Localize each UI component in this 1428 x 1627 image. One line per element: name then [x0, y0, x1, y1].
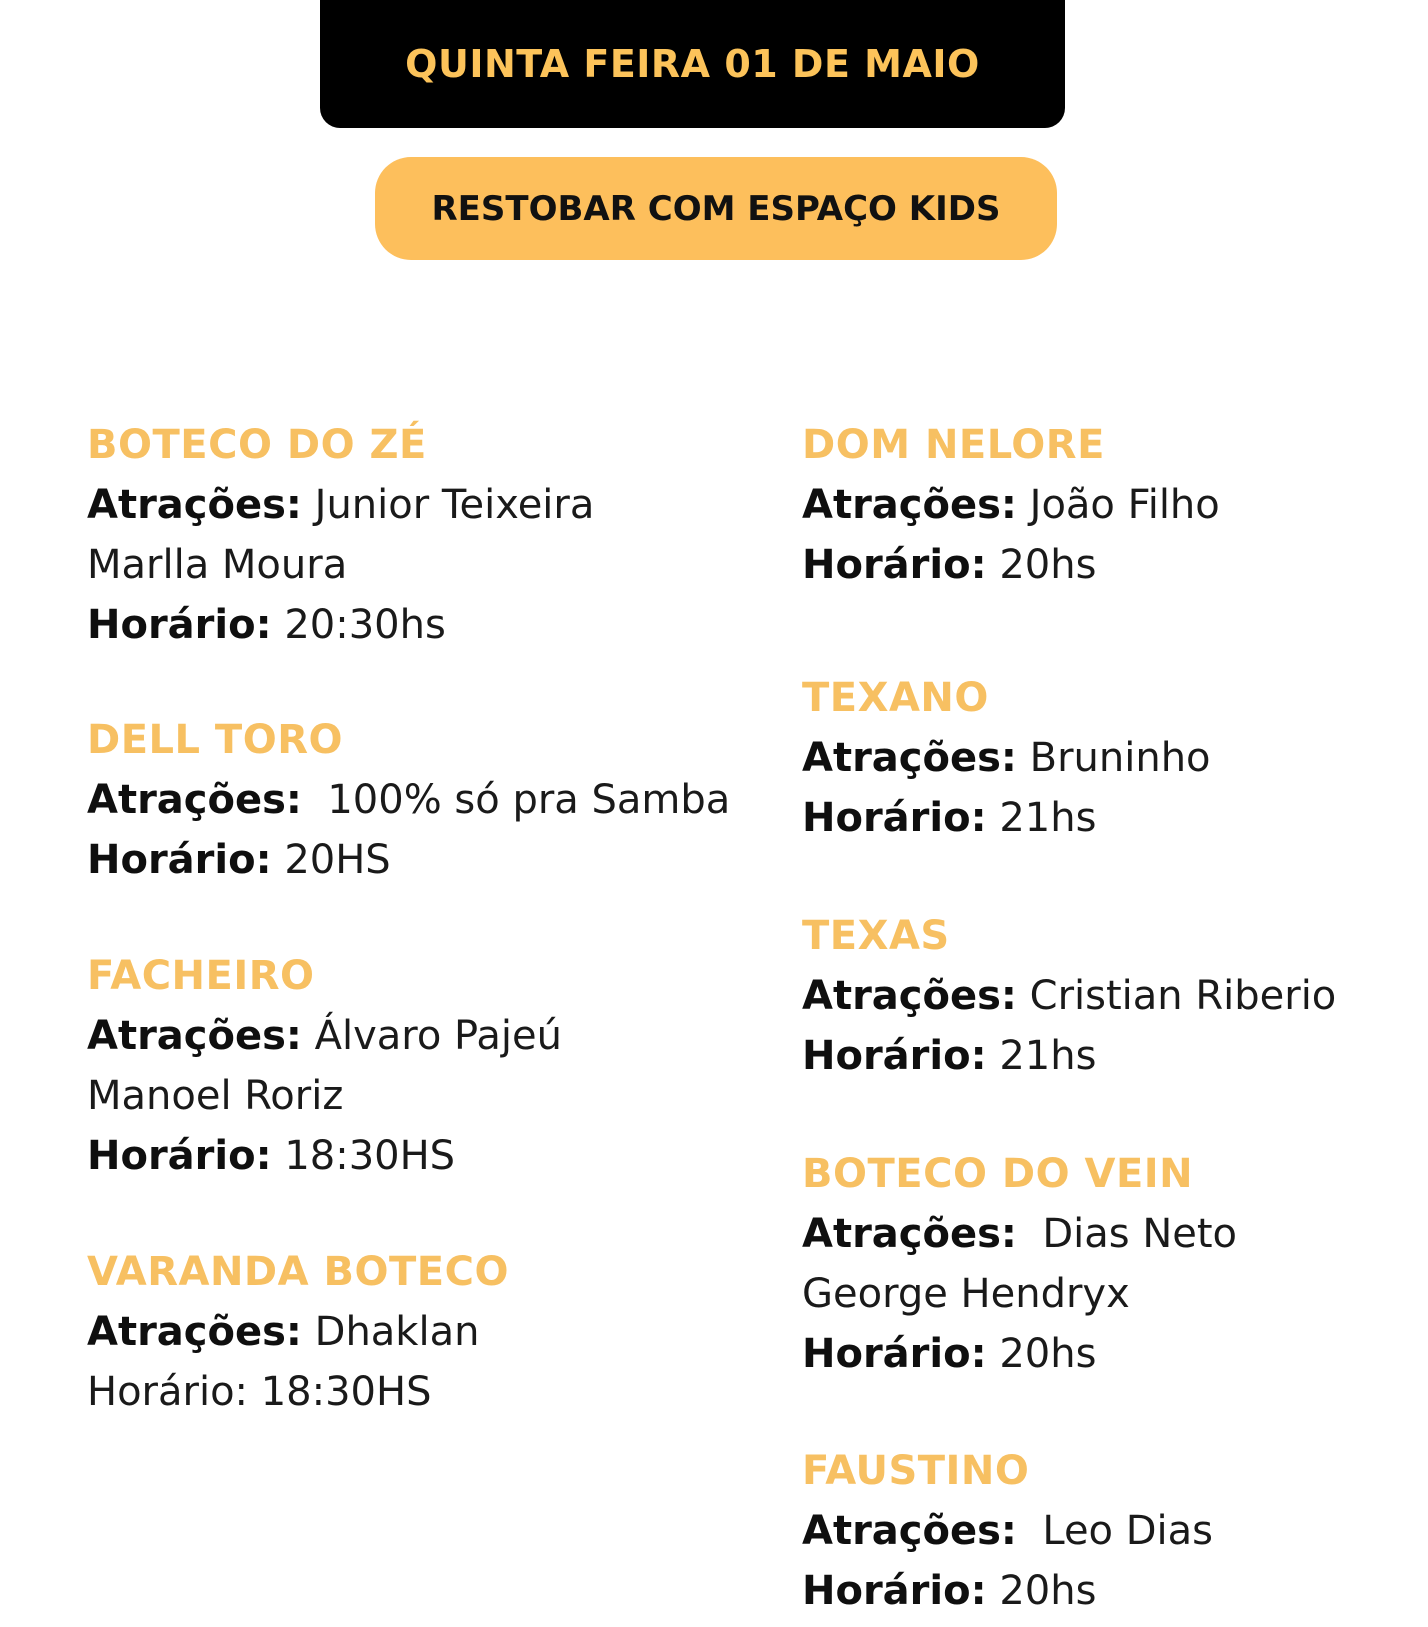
- time-value: 20hs: [999, 542, 1097, 588]
- attractions-label: Atrações:: [802, 735, 1017, 781]
- venue-name: FACHEIRO: [87, 953, 315, 999]
- attractions-label: Atrações:: [802, 1508, 1017, 1554]
- time-value: 20hs: [999, 1331, 1097, 1377]
- attractions-label: Atrações:: [87, 777, 302, 823]
- time-value: 20:30hs: [284, 602, 446, 648]
- attraction: Cristian Riberio: [1029, 973, 1337, 1019]
- attractions-label: Atrações:: [802, 973, 1017, 1019]
- attractions-line: [87, 770, 730, 830]
- venue-dom-nelore: [802, 415, 1220, 595]
- attraction: Álvaro Pajeú: [314, 1013, 562, 1059]
- venue-name: BOTECO DO VEIN: [802, 1151, 1194, 1197]
- attractions-line: [87, 1006, 562, 1066]
- time-value: 18:30HS: [260, 1369, 432, 1415]
- date-banner: [320, 0, 1065, 128]
- venue-name: DOM NELORE: [802, 422, 1105, 468]
- venue-varanda-boteco: [87, 1242, 509, 1422]
- attractions-line: [802, 966, 1336, 1026]
- time-label: Horário:: [87, 602, 272, 648]
- time-label: Horário:: [87, 1133, 272, 1179]
- venue-dell-toro: [87, 710, 730, 890]
- venue-name: FAUSTINO: [802, 1448, 1030, 1494]
- time-label: Horário:: [87, 837, 272, 883]
- time-line: [802, 1026, 1336, 1086]
- time-label: Horário:: [802, 1568, 987, 1614]
- time-line: [802, 535, 1220, 595]
- attraction: Dhaklan: [314, 1309, 480, 1355]
- attraction: Marlla Moura: [87, 542, 348, 588]
- time-line: [87, 595, 594, 655]
- venue-texas: [802, 906, 1336, 1086]
- time-line: [87, 1126, 562, 1186]
- attraction: 100% só pra Samba: [327, 777, 731, 823]
- attractions-label: Atrações:: [802, 482, 1017, 528]
- attractions-line: [802, 1501, 1213, 1561]
- venue-name: TEXANO: [802, 675, 989, 721]
- date-title: QUINTA FEIRA 01 DE MAIO: [405, 42, 980, 86]
- time-line: [87, 1362, 509, 1422]
- time-value: 21hs: [999, 795, 1097, 841]
- time-line: [802, 788, 1211, 848]
- time-line: [87, 830, 730, 890]
- time-line: [802, 1561, 1213, 1621]
- venue-texano: [802, 668, 1211, 848]
- venue-boteco-do-ze: [87, 415, 594, 655]
- attractions-line: [802, 728, 1211, 788]
- time-value: 21hs: [999, 1033, 1097, 1079]
- attractions-line: [802, 1204, 1237, 1264]
- attraction: Leo Dias: [1042, 1508, 1214, 1554]
- attractions-label: Atrações:: [87, 1309, 302, 1355]
- attractions-line: [87, 1302, 509, 1362]
- venue-name: DELL TORO: [87, 717, 344, 763]
- attraction: George Hendryx: [802, 1271, 1130, 1317]
- time-label: Horário:: [87, 1369, 249, 1415]
- attraction: Manoel Roriz: [87, 1073, 344, 1119]
- attractions-label: Atrações:: [87, 482, 302, 528]
- attraction: João Filho: [1029, 482, 1220, 528]
- attractions-label: Atrações:: [802, 1211, 1017, 1257]
- section-title: RESTOBAR COM ESPAÇO KIDS: [431, 188, 1001, 229]
- time-label: Horário:: [802, 1033, 987, 1079]
- attractions-line: [87, 475, 594, 535]
- venue-faustino: [802, 1441, 1213, 1621]
- attractions-label: Atrações:: [87, 1013, 302, 1059]
- section-pill: [375, 157, 1057, 260]
- time-label: Horário:: [802, 1331, 987, 1377]
- attraction: Bruninho: [1029, 735, 1211, 781]
- venue-name: TEXAS: [802, 913, 950, 959]
- venue-name: VARANDA BOTECO: [87, 1249, 509, 1295]
- time-value: 20HS: [284, 837, 391, 883]
- time-label: Horário:: [802, 542, 987, 588]
- venue-facheiro: [87, 946, 562, 1186]
- attractions-line: [802, 475, 1220, 535]
- venue-boteco-do-vein: [802, 1144, 1237, 1384]
- time-value: 18:30HS: [284, 1133, 456, 1179]
- time-label: Horário:: [802, 795, 987, 841]
- venue-name: BOTECO DO ZÉ: [87, 422, 427, 468]
- time-value: 20hs: [999, 1568, 1097, 1614]
- attraction: Junior Teixeira: [314, 482, 595, 528]
- time-line: [802, 1324, 1237, 1384]
- attraction: Dias Neto: [1042, 1211, 1238, 1257]
